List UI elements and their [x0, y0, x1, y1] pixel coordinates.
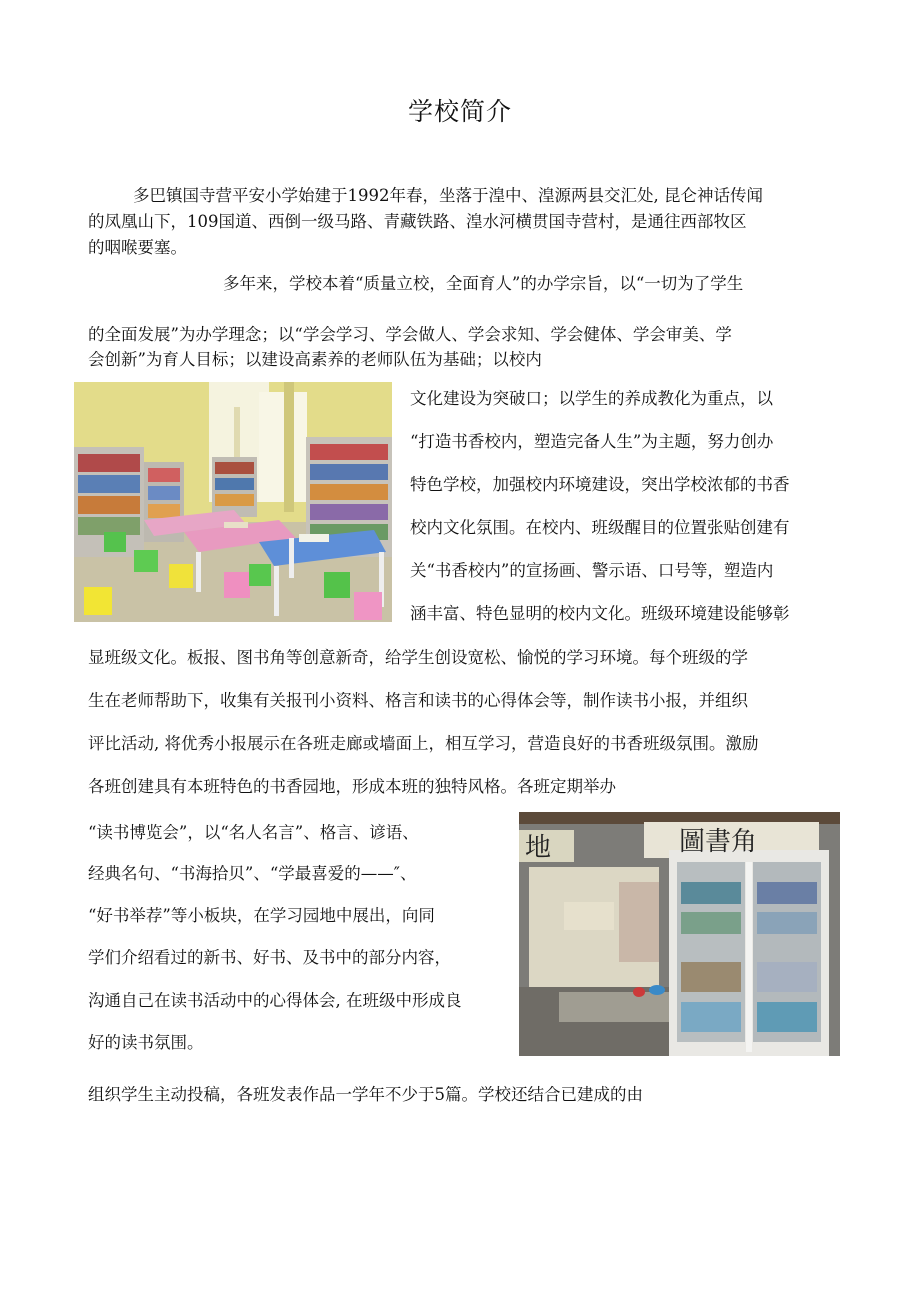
page-title: 学校简介 [407, 97, 512, 126]
paragraph-line: 多巴镇国寺营平安小学始建于1992年春，坐落于湟中、湟源两县交汇处, 昆仑神话传闻 [133, 186, 763, 205]
library-room-photo [74, 382, 392, 622]
paragraph-line: 显班级文化。板报、图书角等创意新奇，给学生创设宽松、愉悦的学习环境。每个班级的学 [88, 648, 748, 667]
book-corner-photo [519, 812, 840, 1056]
paragraph-line: 各班创建具有本班特色的书香园地，形成本班的独特风格。各班定期举办 [88, 777, 616, 796]
paragraph-line: 生在老师帮助下，收集有关报刊小资料、格言和读书的心得体会等，制作读书小报，并组织 [88, 691, 748, 710]
paragraph-line: 组织学生主动投稿，各班发表作品一学年不少于5篇。学校还结合已建成的由 [88, 1085, 643, 1104]
paragraph-line: “读书博览会”，以“名人名言”、格言、谚语、 [88, 823, 419, 842]
paragraph-line: 特色学校，加强校内环境建设，突出学校浓郁的书香 [410, 475, 790, 494]
paragraph-line: 好的读书氛围。 [88, 1033, 204, 1052]
book-corner-sign-left: 地 [525, 833, 552, 863]
paragraph-line: 校内文化氛围。在校内、班级醒目的位置张贴创建有 [410, 518, 790, 537]
paragraph-line: 的全面发展”为办学理念；以“学会学习、学会做人、学会求知、学会健体、学会审美、学 [88, 325, 732, 344]
paragraph-line: 经典名句、“书海拾贝”、“学最喜爱的——″、 [88, 864, 417, 883]
paragraph-line: 的凤凰山下，109国道、西倒一级马路、青藏铁路、湟水河横贯国寺营村，是通往西部牧区 [88, 212, 747, 231]
paragraph-line: 学们介绍看过的新书、好书、及书中的部分内容， [88, 948, 451, 967]
book-corner-sign: 圖書角 [679, 827, 758, 857]
paragraph-line: 沟通自己在读书活动中的心得体会, 在班级中形成良 [88, 991, 462, 1010]
paragraph-line: 的咽喉要塞。 [88, 238, 187, 257]
paragraph-line: 评比活动, 将优秀小报展示在各班走廊或墙面上，相互学习，营造良好的书香班级氛围。激励 [88, 734, 759, 753]
paragraph-line: 文化建设为突破口；以学生的养成教化为重点，以 [410, 389, 773, 408]
paragraph-line: “打造书香校内，塑造完备人生”为主题，努力创办 [410, 432, 774, 451]
paragraph-line: 会创新”为育人目标；以建设高素养的老师队伍为基础；以校内 [88, 350, 542, 369]
paragraph-line: 多年来，学校本着“质量立校，全面育人”的办学宗旨，以“一切为了学生 [223, 274, 744, 293]
paragraph-line: “好书举荐”等小板块，在学习园地中展出，向同 [88, 906, 435, 925]
paragraph-line: 涵丰富、特色显明的校内文化。班级环境建设能够彰 [410, 604, 790, 623]
paragraph-line: 关“书香校内”的宣扬画、警示语、口号等，塑造内 [410, 561, 774, 580]
